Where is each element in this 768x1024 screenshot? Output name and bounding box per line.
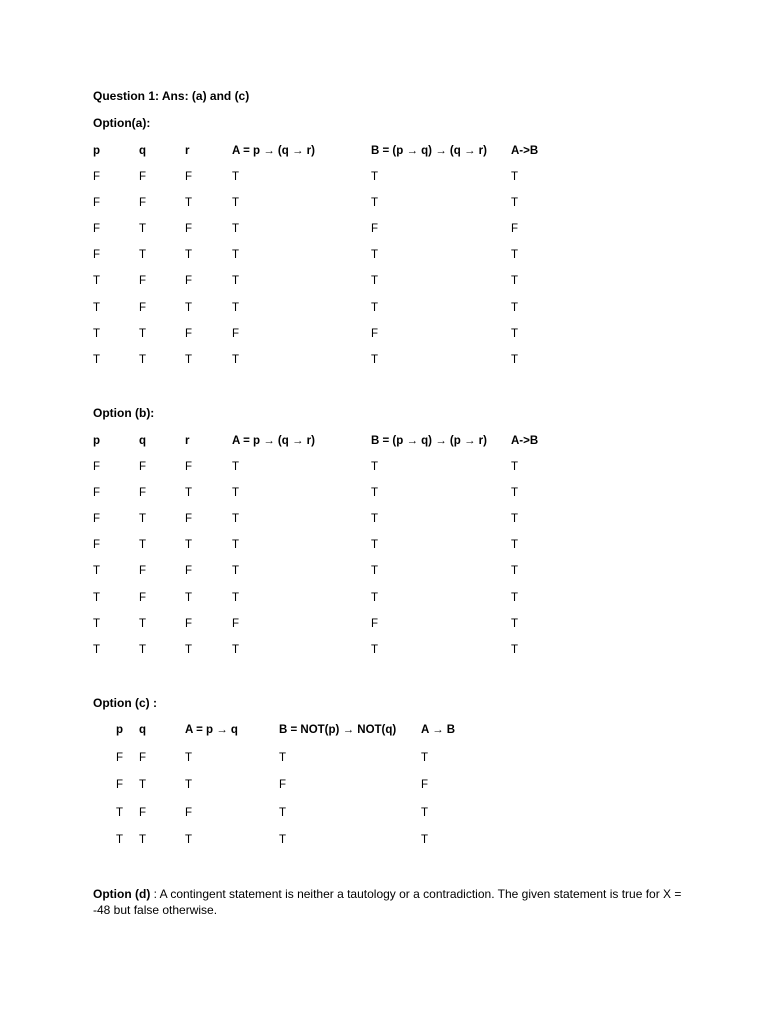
option-b-row-cell: T [139, 539, 147, 552]
option-b-row-cell: T [93, 591, 101, 604]
option-b-row-cell: T [232, 513, 240, 526]
option-b-header-cell: A->B [511, 435, 539, 447]
option-a-row-cell: F [185, 327, 193, 340]
option-b-row-cell: T [371, 591, 379, 604]
option-b-row-cell: T [371, 461, 379, 473]
option-a-row-cell: F [511, 223, 519, 236]
option-c-row-cell: F [421, 779, 429, 792]
option-b-header-cell: p [93, 435, 101, 447]
option-c-row-cell: T [139, 779, 147, 792]
option-a-label: Option(a): [93, 116, 151, 130]
option-b-row-cell: T [185, 643, 193, 656]
option-b-header-cell: B = (p → q) → (p → r) [371, 435, 487, 447]
option-a-row-cell: F [185, 223, 193, 236]
option-a-row-cell: F [371, 223, 379, 236]
option-b-row-cell: T [185, 487, 193, 500]
option-b-row-cell: T [185, 539, 193, 552]
option-b-row-cell: F [93, 513, 101, 526]
option-a-row-cell: T [185, 353, 193, 366]
option-a-row-cell: T [139, 249, 147, 262]
option-a-row-cell: T [371, 197, 379, 210]
option-c-row-cell: T [279, 752, 287, 764]
option-c-row-cell: T [421, 833, 429, 846]
option-b-row-cell: F [93, 487, 101, 500]
option-c-header-cell: p [116, 724, 124, 736]
option-a-row-cell: T [139, 223, 147, 236]
option-b-row-cell: F [185, 565, 193, 578]
option-a-row-cell: F [93, 197, 101, 210]
option-a-row-cell: T [371, 301, 379, 314]
option-d-label: Option (d) [93, 887, 151, 901]
option-a-row-cell: T [232, 353, 240, 366]
option-c-header-cell: q [139, 724, 147, 736]
option-b-row-cell: F [139, 591, 147, 604]
option-b-header-cell: q [139, 435, 147, 447]
option-b-row-cell: T [139, 617, 147, 630]
option-a-row-cell: F [185, 171, 193, 183]
option-b-row-cell: T [511, 591, 519, 604]
option-b-row-cell: T [232, 591, 240, 604]
option-a-row-cell: T [232, 197, 240, 210]
option-b-row-cell: F [93, 539, 101, 552]
option-c-row-cell: T [185, 779, 193, 792]
option-c-row-cell: F [185, 806, 193, 819]
option-a-row-cell: T [93, 275, 101, 288]
option-a-row-cell: T [139, 327, 147, 340]
option-a-row-cell: T [93, 327, 101, 340]
option-a-header-cell: p [93, 145, 101, 157]
option-a-row-cell: F [139, 275, 147, 288]
option-a-row-cell: T [371, 275, 379, 288]
option-c-row-cell: T [185, 752, 193, 764]
option-b-row-cell: T [139, 643, 147, 656]
option-a-row-cell: T [93, 301, 101, 314]
option-b-row-cell: F [232, 617, 240, 630]
option-a-header-cell: A->B [511, 145, 539, 157]
option-a-header-cell: q [139, 145, 147, 157]
option-a-row-cell: T [232, 223, 240, 236]
option-a-row-cell: F [232, 327, 240, 340]
option-c-header-cell: A = p → q [185, 724, 238, 736]
option-a-row-cell: T [371, 353, 379, 366]
option-b-row-cell: T [232, 487, 240, 500]
option-c-row-cell: F [279, 779, 287, 792]
option-a-row-cell: T [185, 197, 193, 210]
option-a-row-cell: T [185, 249, 193, 262]
option-b-row-cell: T [371, 565, 379, 578]
option-b-row-cell: T [511, 539, 519, 552]
option-a-header-cell: A = p → (q → r) [232, 145, 315, 157]
option-b-row-cell: T [511, 487, 519, 500]
option-c-row-cell: T [279, 806, 287, 819]
option-c-row-cell: F [139, 806, 147, 819]
option-a-row-cell: T [371, 249, 379, 262]
option-a-row-cell: F [371, 327, 379, 340]
option-b-row-cell: T [232, 565, 240, 578]
option-a-row-cell: T [511, 301, 519, 314]
option-a-row-cell: T [232, 275, 240, 288]
option-a-row-cell: F [139, 197, 147, 210]
option-b-header-cell: A = p → (q → r) [232, 435, 315, 447]
option-a-row-cell: F [93, 249, 101, 262]
option-b-row-cell: T [232, 643, 240, 656]
option-c-row-cell: T [279, 833, 287, 846]
option-c-header-cell: A → B [421, 724, 456, 736]
option-a-row-cell: T [511, 327, 519, 340]
option-a-row-cell: F [93, 171, 101, 183]
option-b-row-cell: T [511, 461, 519, 473]
option-c-row-cell: T [116, 833, 124, 846]
option-b-row-cell: F [139, 565, 147, 578]
option-a-row-cell: T [511, 275, 519, 288]
option-a-row-cell: T [139, 353, 147, 366]
option-b-row-cell: T [93, 565, 101, 578]
option-c-row-cell: F [116, 779, 124, 792]
option-b-row-cell: T [511, 617, 519, 630]
option-c-row-cell: F [116, 752, 124, 764]
option-a-header-cell: B = (p → q) → (q → r) [371, 145, 487, 157]
option-a-row-cell: T [232, 249, 240, 262]
option-b-row-cell: F [185, 461, 193, 473]
option-a-header-cell: r [185, 145, 190, 157]
option-a-row-cell: F [139, 301, 147, 314]
option-a-row-cell: T [511, 249, 519, 262]
option-c-row-cell: T [421, 806, 429, 819]
option-a-row-cell: F [139, 171, 147, 183]
option-b-row-cell: F [93, 461, 101, 473]
option-b-row-cell: T [511, 565, 519, 578]
option-b-row-cell: T [371, 539, 379, 552]
option-b-row-cell: F [139, 487, 147, 500]
option-c-label: Option (c) : [93, 696, 157, 710]
option-a-row-cell: T [232, 171, 240, 183]
option-b-label: Option (b): [93, 406, 155, 420]
option-c-row-cell: T [139, 833, 147, 846]
option-b-row-cell: T [93, 643, 101, 656]
option-c-row-cell: T [421, 752, 429, 764]
option-b-row-cell: T [93, 617, 101, 630]
option-a-row-cell: T [511, 171, 519, 183]
option-b-row-cell: T [139, 513, 147, 526]
option-a-row-cell: T [371, 171, 379, 183]
option-c-row-cell: T [185, 833, 193, 846]
option-a-row-cell: T [93, 353, 101, 366]
option-a-row-cell: T [511, 197, 519, 210]
option-c-row-cell: F [139, 752, 147, 764]
option-a-row-cell: F [93, 223, 101, 236]
option-b-row-cell: T [371, 643, 379, 656]
option-b-row-cell: T [371, 487, 379, 500]
option-b-row-cell: T [511, 513, 519, 526]
option-a-row-cell: F [185, 275, 193, 288]
option-a-row-cell: T [232, 301, 240, 314]
option-b-row-cell: T [232, 461, 240, 473]
option-b-row-cell: T [185, 591, 193, 604]
option-b-row-cell: F [139, 461, 147, 473]
option-b-row-cell: F [185, 617, 193, 630]
option-a-row-cell: T [511, 353, 519, 366]
option-d-text: : A contingent statement is neither a tautology or a contradiction. The given statement is true for X = -48 but false otherwise. [93, 887, 682, 917]
option-b-row-cell: F [371, 617, 379, 630]
option-b-row-cell: F [185, 513, 193, 526]
option-c-row-cell: T [116, 806, 124, 819]
option-b-header-cell: r [185, 435, 190, 447]
option-b-row-cell: T [511, 643, 519, 656]
question-title: Question 1: Ans: (a) and (c) [93, 89, 250, 103]
option-b-row-cell: T [371, 513, 379, 526]
option-d-paragraph [93, 886, 693, 918]
option-c-header-cell: B = NOT(p) → NOT(q) [279, 724, 397, 736]
option-a-row-cell: T [185, 301, 193, 314]
option-b-row-cell: T [232, 539, 240, 552]
